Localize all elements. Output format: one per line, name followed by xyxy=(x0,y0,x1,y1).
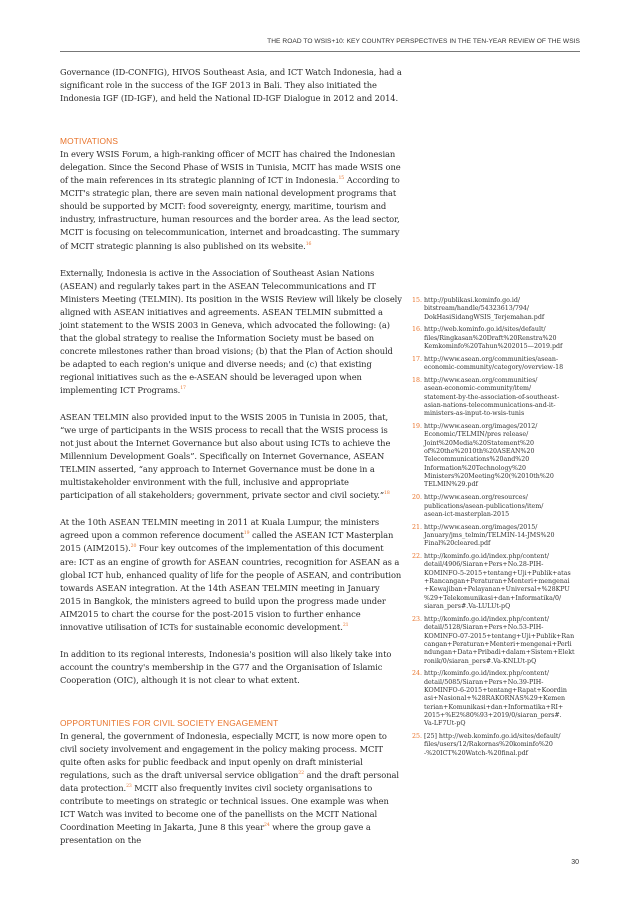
footnote-number: 21. xyxy=(412,523,423,531)
paragraph-motivations xyxy=(60,148,402,252)
text-segment: At the 10th ASEAN TELMIN meeting in 2011 at Kuala Lumpur, the ministers agreed upon a common reference document xyxy=(60,517,380,541)
footnote-number: 23. xyxy=(412,615,423,623)
paragraph-telmin-input xyxy=(60,411,402,502)
footnote-ref-24[interactable]: 24 xyxy=(264,823,270,829)
text-segment: called the ASEAN ICT Masterplan 2015 (AIM2015). xyxy=(60,530,394,554)
text-segment: Externally, Indonesia is active in the Association of Southeast Asian Nations (ASEAN) and regularly takes part in the ASEAN Telecommunications and IT Ministers Meeting (TELMIN). Its position in the WSIS Review will likely be closely aligned with ASEAN initiatives and agreements. ASEAN TELMIN submitted a joint statement to the WSIS 2003 in Geneva, which advocated the following: (a) that the global strategy to realise the Information Society must be based on concrete milestones rather than broad visions; (b) that the Plan of Action should be adapted to each region's unique and diverse needs; and (c) that existing regional initiatives such as the e-ASEAN should be leveraged upon when implementing ICT Programs. xyxy=(60,267,402,395)
footnote xyxy=(412,733,582,758)
paragraph-regional: In addition to its regional interests, Indonesia's position will also likely take into account the country's membership in the G77 and the Organisation of Islamic Cooperation (OIC), although it is not clear to what extent. xyxy=(60,648,392,685)
footnote-ref-15[interactable]: 15 xyxy=(338,176,345,182)
footnote-link[interactable]: [25] http://web.kominfo.go.id/sites/default/ files/users/12/Rakornas%20kominfo%20 -%20ICT%20Watch-%20final.pdf xyxy=(424,733,561,757)
paragraph-asean xyxy=(60,267,402,397)
paragraph-civil-society xyxy=(60,730,402,847)
footnote-ref-23[interactable]: 23 xyxy=(126,784,132,790)
footnote-ref-17[interactable]: 17 xyxy=(180,386,186,392)
footnote-ref-18[interactable]: 18 xyxy=(384,491,390,497)
text-segment: According to MCIT's strategic plan, there are seven main national development programs that should be supported by MCIT: food sovereignty, energy, maritime, tourism and industry, infrastructure, human resources and the border area. As the lead sector, MCIT is focusing on telecommunication, internet and broadcasting. The summary of MCIT strategic planning is also published on its website. xyxy=(60,175,400,251)
footnote xyxy=(412,297,582,322)
footnote-link[interactable]: http://www.asean.org/communities/ asean-economic-community/item/ statement-by-the-association-of-southeast- asian-nations-telecommunications-and-it- ministers-as-input-to-wsis-tunis xyxy=(424,376,560,418)
footnote-ref-20[interactable]: 20 xyxy=(130,544,137,550)
footnote-link[interactable]: http://publikasi.kominfo.go.id/ bitstream/handle/54323613/794/ DokHasiSidangWSIS_Terjemahan.pdf xyxy=(424,297,545,321)
footnote xyxy=(412,356,582,373)
main-column xyxy=(60,66,402,861)
footnote xyxy=(412,423,582,490)
footnote-link[interactable]: http://web.kominfo.go.id/sites/default/ files/Ringkasan%20Draft%20Renstra%20 Kemkominfo%20Tahun%202015—2019.pdf xyxy=(424,326,563,351)
text-segment: Four key outcomes of the implementation of this document are: ICT as an engine of growth for ASEAN countries, recognition for ASEAN as a global ICT hub, enhanced quality of life for the people of ASEAN, and contribution towards ASEAN integration. At the 14th ASEAN TELMIN meeting in January 2015 in Bangkok, the ministers agreed to build upon the progress made under AIM2015 to chart the course for the post-2015 vision to further enhance innovative utilisation of ICTs for sustainable economic development. xyxy=(60,543,402,632)
footnote xyxy=(412,616,582,666)
page-number: 30 xyxy=(571,859,579,866)
footnote-ref-16[interactable]: 16 xyxy=(305,241,312,247)
footnote-number: 17. xyxy=(412,355,423,363)
footnote-link[interactable]: http://www.asean.org/images/2012/ Economic/TELMIN/pres release/ Joint%20Media%20Statement%20 of%20the%2010th%20ASEAN%20 Telecommunications%20and%20 Information%20Technology%20 Ministers%20Meeting%20(%2010th%20 TELMIN%29.pdf xyxy=(424,423,554,489)
opportunities-heading: OPPORTUNITIES FOR CIVIL SOCIETY ENGAGEMENT xyxy=(60,717,279,728)
text-segment: In general, the government of Indonesia, especially MCIT, is now more open to civil society involvement and engagement in the policy making process. MCIT quite often asks for public feedback and input openly on draft ministerial regulations, such as the draft universal service obligation xyxy=(60,730,387,781)
header-divider xyxy=(60,51,580,52)
footnote-link[interactable]: http://kominfo.go.id/index.php/content/ detail/4906/Siaran+Pers+No.28-PIH- KOMINFO-5-2015+tentang+Uji+Publik+atas +Rancangan+Peraturan+Menteri+mengenai +Kewajiban+Pelayanan+Universal+%28KPU %29+Telekomunikasi+dan+Informatika/0/ siaran_pers#.Va-LULUt-pQ xyxy=(424,553,571,611)
text-segment: In every WSIS Forum, a high-ranking officer of MCIT has chaired the Indonesian delegation. Since the Second Phase of WSIS in Tunisia, MCIT has made WSIS one of the main references in its strategic planning of ICT in Indonesia. xyxy=(60,149,401,186)
footnote-number: 24. xyxy=(412,670,423,678)
footnote xyxy=(412,377,582,419)
running-header: THE ROAD TO WSIS+10: KEY COUNTRY PERSPECTIVES IN THE TEN-YEAR REVIEW OF THE WSIS xyxy=(267,38,580,45)
footnote-number: 16. xyxy=(412,326,423,334)
footnote-number: 19. xyxy=(412,423,423,431)
motivations-heading: MOTIVATIONS xyxy=(60,136,119,147)
footnotes-column xyxy=(412,297,582,762)
text-segment: and the draft personal data protection. xyxy=(60,770,399,794)
footnote-number: 25. xyxy=(412,733,423,741)
footnote-link[interactable]: http://kominfo.go.id/index.php/content/ detail/5128/Siaran+Pers+No.53-PIH- KOMINFO-07-2015+tentang+Uji+Publik+Ran cangan+Peraturan+Menteri+mengenai+Perli ndungan+Data+Pribadi+dalam+Sistem+Elekt ronik/0/siaran_pers#.Va-KNLUt-pQ xyxy=(424,615,575,665)
footnote-link[interactable]: http://www.asean.org/images/2015/ January/jms_telmin/TELMIN-14-JMS%20 Final%20cleared.pdf xyxy=(424,523,555,548)
footnote xyxy=(412,553,582,611)
footnote xyxy=(412,524,582,549)
footnote-number: 22. xyxy=(412,553,423,561)
text-segment: where the group gave a presentation on the xyxy=(60,822,371,846)
footnote-ref-19[interactable]: 19 xyxy=(243,531,250,537)
footnote-link[interactable]: http://kominfo.go.id/index.php/content/ detail/5085/Siaran+Pers+No.39-PIH- KOMINFO-6-2015+tentang+Rapat+Koordin asi+Nasional+%28RAKORNAS%29+Kemen terian+Komunikasi+dan+Informatika+RI+ 2015+%E2%80%93+2019/0/siaran_pers#. Va-LF7Ut-pQ xyxy=(424,670,567,728)
text-segment: ASEAN TELMIN also provided input to the WSIS 2005 in Tunisia in 2005, that, “we urge of participants in the WSIS process to recall that the WSIS process is not just about the Internet Governance but also about using ICTs to achieve the Millennium Development Goals”. Specifically on Internet Governance, ASEAN TELMIN asserted, “any approach to Internet Governance must be done in a multistakeholder environment with the full, inclusive and appropriate participation of all stakeholders; government, private sector and civil society.” xyxy=(60,412,391,501)
footnote-number: 15. xyxy=(412,297,423,304)
paragraph-telmin-meeting xyxy=(60,516,402,633)
footnote-number: 20. xyxy=(412,494,423,502)
footnote-ref-21[interactable]: 21 xyxy=(342,622,349,628)
footnote-link[interactable]: http://www.asean.org/resources/ publications/asean-publications/item/ asean-ict-masterplan-2015 xyxy=(424,494,544,518)
footnote-number: 18. xyxy=(412,376,423,384)
footnote-link[interactable]: http://www.asean.org/communities/asean- economic-community/category/overview-18 xyxy=(424,355,564,372)
text-segment: MCIT also frequently invites civil society organisations to contribute to meetings on strategic or technical issues. One example was when ICT Watch was invited to become one of the panellists on the MCIT National Coordination Meeting in Jakarta, June 8 this year xyxy=(60,783,389,833)
footnote-ref-22[interactable]: 22 xyxy=(298,771,304,777)
footnote xyxy=(412,326,582,351)
paragraph-governance: Governance (ID-CONFIG), HIVOS Southeast Asia, and ICT Watch Indonesia, had a significant role in the success of the IGF 2013 in Bali. They also initiated the Indonesia IGF (ID-IGF), and held the National ID-IGF Dialogue in 2012 and 2014. xyxy=(60,67,402,104)
footnote xyxy=(412,494,582,519)
footnote xyxy=(412,670,582,728)
